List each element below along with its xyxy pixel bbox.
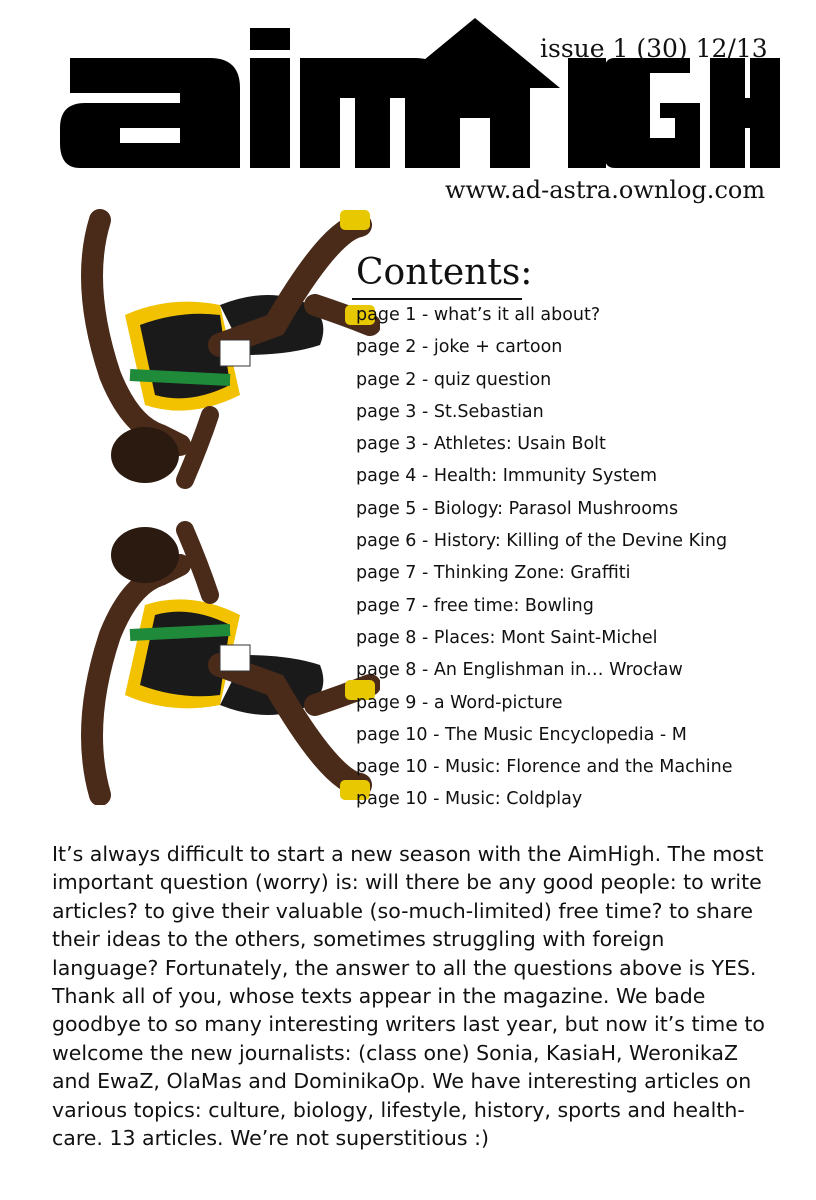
- contents-underline: [352, 298, 522, 300]
- contents-item: page 9 - a Word-picture: [356, 692, 563, 713]
- contents-list: [356, 302, 733, 819]
- website-url: www.ad-astra.ownlog.com: [445, 176, 766, 204]
- contents-item: page 3 - Athletes: Usain Bolt: [356, 434, 606, 455]
- contents-item: page 5 - Biology: Parasol Mushrooms: [356, 498, 679, 519]
- contents-item: page 6 - History: Killing of the Devine King: [356, 531, 728, 552]
- contents-heading: Contents:: [356, 252, 533, 293]
- sprinter-lower: [92, 527, 375, 800]
- contents-item: page 8 - An Englishman in… Wrocław: [356, 660, 683, 681]
- contents-item: page 1 - what’s it all about?: [356, 305, 601, 325]
- contents-item: page 3 - St.Sebastian: [356, 401, 544, 422]
- sprinter-upper: [92, 210, 375, 483]
- sprinter-illustration: [70, 205, 380, 805]
- issue-label: issue 1 (30) 12/13: [540, 34, 768, 63]
- contents-item: page 2 - quiz question: [356, 369, 552, 390]
- contents-item: page 7 - free time: Bowling: [356, 595, 594, 616]
- intro-paragraph: It’s always difficult to start a new season with the AimHigh. The most important question (worry) is: will there be any good people: to write articles? to give their valuable (so-much-limited) free time? to share their ideas to the others, sometimes struggling with foreign language? Fortunately, the answer to all the questions above is YES. Thank all of you, whose texts appear in the magazine. We bade goodbye to so many interesting writers last year, but now it’s time to welcome the new journalists: (class one) Sonia, KasiaH, WeronikaZ and EwaZ, OlaMas and DominikaOp. We have interesting articles on various topics: culture, biology, lifestyle, history, sports and health-care. 13 articles. We’re not superstitious :): [52, 842, 765, 1151]
- masthead: [60, 18, 780, 188]
- contents-item: page 8 - Places: Mont Saint-Michel: [356, 627, 658, 648]
- contents-item: page 2 - joke + cartoon: [356, 337, 563, 358]
- contents-item: page 10 - Music: Florence and the Machine: [356, 757, 733, 778]
- contents-item: page 7 - Thinking Zone: Graffiti: [356, 563, 631, 584]
- contents-item: page 10 - The Music Encyclopedia - M: [356, 724, 687, 745]
- contents-item: page 10 - Music: Coldplay: [356, 789, 583, 810]
- contents-item: page 4 - Health: Immunity System: [356, 466, 658, 487]
